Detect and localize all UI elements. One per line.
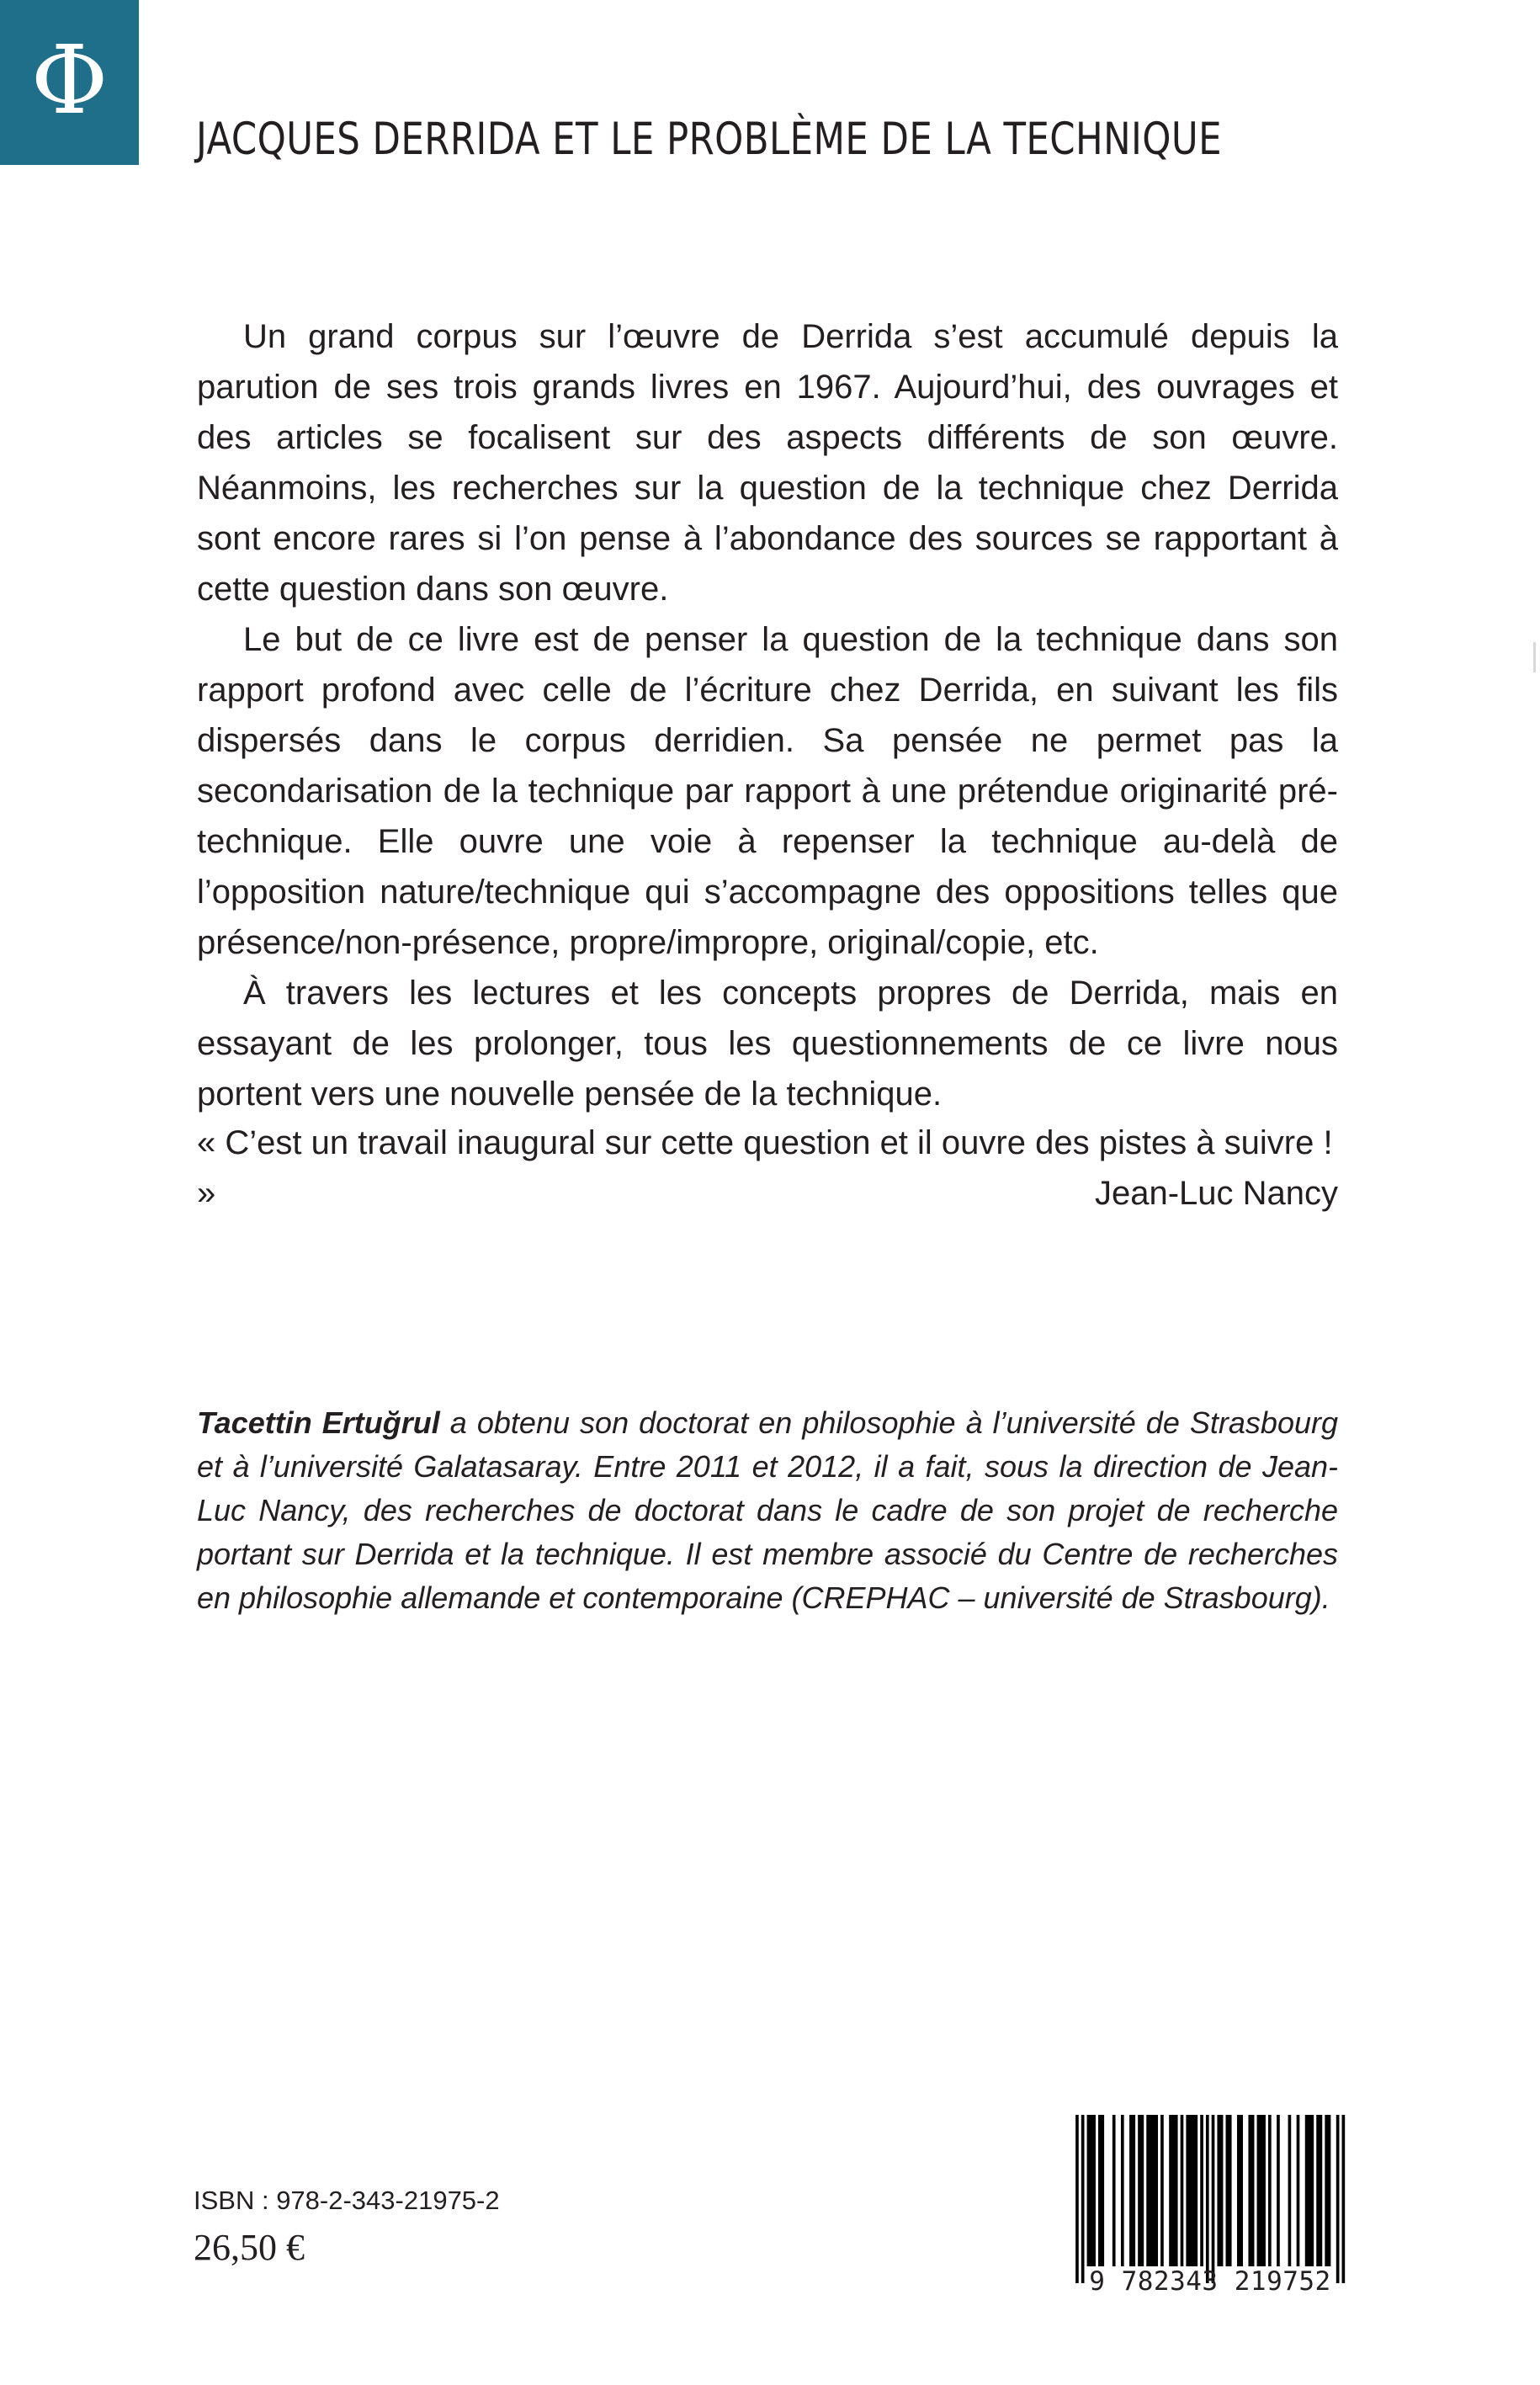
barcode-bar bbox=[1181, 2115, 1184, 2266]
barcode-bar bbox=[1260, 2115, 1263, 2266]
author-bio bbox=[197, 1401, 1338, 1620]
barcode-bar bbox=[1217, 2115, 1220, 2266]
barcode-bar bbox=[1248, 2115, 1251, 2266]
barcode-bar bbox=[1101, 2115, 1104, 2266]
barcode-bar bbox=[1288, 2115, 1292, 2266]
summary-paragraph-3: À travers les lectures et les concepts propres de Derrida, mais en essayant de les prolonger, tous les questionnements de ce livre nous portent vers une nouvelle pensée de la technique. bbox=[197, 975, 1338, 1113]
barcode-bar bbox=[1075, 2115, 1079, 2283]
edge-mark bbox=[1533, 642, 1536, 672]
barcode-bar bbox=[1189, 2115, 1192, 2266]
endorsement-author: Jean-Luc Nancy bbox=[1094, 1175, 1338, 1212]
publisher-logo bbox=[0, 0, 139, 165]
barcode-bar bbox=[1305, 2115, 1309, 2266]
phi-logo-icon: Φ bbox=[30, 26, 109, 135]
barcode-bar bbox=[1220, 2115, 1224, 2266]
barcode-bar bbox=[1277, 2115, 1280, 2266]
barcode-bar bbox=[1342, 2115, 1346, 2283]
summary-paragraph-2: Le but de ce livre est de penser la question de la technique dans son rapport profond avec celle de l’écriture chez Derrida, en suivant les fils dispersés dans le corpus derridien. Sa pensée ne permet pas la secondarisation de la technique par rapport à une prétendue originarité pré-technique. Elle ouvre une voie à repenser la technique au-delà de l’opposition nature/technique qui s’accompagne des oppositions telles que présence/non-présence, propre/impropre, original/copie, etc. bbox=[197, 621, 1338, 961]
book-summary bbox=[197, 311, 1338, 1119]
barcode-bar bbox=[1081, 2115, 1085, 2283]
barcode-bar bbox=[1320, 2115, 1323, 2266]
barcode-bar bbox=[1141, 2115, 1144, 2266]
barcode-bar bbox=[1113, 2115, 1116, 2266]
barcode-bar bbox=[1132, 2115, 1135, 2266]
barcode-bar bbox=[1212, 2115, 1215, 2283]
barcode-bar bbox=[1200, 2115, 1203, 2266]
barcode-bar bbox=[1316, 2115, 1320, 2266]
barcode-bar bbox=[1092, 2115, 1096, 2266]
barcode-bar bbox=[1226, 2115, 1229, 2266]
barcode-bar bbox=[1297, 2115, 1300, 2266]
barcode-bar bbox=[1172, 2115, 1176, 2266]
barcode-bar bbox=[1129, 2115, 1133, 2266]
barcode-bar bbox=[1121, 2115, 1124, 2266]
isbn: ISBN : 978-2-343-21975-2 bbox=[194, 2186, 500, 2215]
barcode bbox=[1067, 2115, 1353, 2283]
summary-paragraph-1: Un grand corpus sur l’œuvre de Derrida s’est accumulé depuis la parution de ses trois grands livres en 1967. Aujourd’hui, des ouvrages et des articles se focalisent sur des aspects différents de son œuvre. Néanmoins, les recherches sur la question de la technique chez Derrida sont encore rares si l’on pense à l’abondance des sources se rapportant à cette question dans son œuvre. bbox=[197, 318, 1338, 608]
book-title: JACQUES DERRIDA ET LE PROBLÈME DE LA TECHNIQUE bbox=[196, 114, 1223, 165]
barcode-bar bbox=[1311, 2115, 1314, 2266]
barcode-bar bbox=[1098, 2115, 1102, 2266]
barcode-bar bbox=[1138, 2115, 1141, 2266]
author-name: Tacettin Ertuğrul bbox=[197, 1405, 440, 1440]
barcode-bar bbox=[1325, 2115, 1328, 2266]
barcode-bar bbox=[1192, 2115, 1195, 2266]
barcode-bar bbox=[1152, 2115, 1155, 2266]
barcode-bar bbox=[1169, 2115, 1172, 2266]
barcode-bar bbox=[1087, 2115, 1091, 2266]
barcode-bar bbox=[1090, 2115, 1093, 2266]
barcode-bar bbox=[1146, 2115, 1150, 2266]
barcode-bar bbox=[1240, 2115, 1243, 2266]
barcode-bar bbox=[1150, 2115, 1153, 2266]
barcode-bar bbox=[1237, 2115, 1240, 2266]
barcode-bar bbox=[1206, 2115, 1209, 2283]
barcode-bar bbox=[1155, 2115, 1158, 2266]
barcode-bar bbox=[1160, 2115, 1164, 2266]
barcode-bar bbox=[1251, 2115, 1255, 2266]
barcode-bar bbox=[1175, 2115, 1178, 2266]
barcode-bar bbox=[1328, 2115, 1331, 2266]
barcode-bar bbox=[1194, 2115, 1197, 2266]
barcode-bar bbox=[1186, 2115, 1189, 2266]
barcode-bar bbox=[1336, 2115, 1340, 2283]
barcode-bar bbox=[1229, 2115, 1232, 2266]
barcode-bar bbox=[1262, 2115, 1266, 2266]
barcode-bar bbox=[1268, 2115, 1272, 2266]
endorsement-quote: « C’est un travail inaugural sur cette question et il ouvre des pistes à suivre ! » bbox=[197, 1124, 1333, 1212]
barcode-bar bbox=[1308, 2115, 1311, 2266]
barcode-bar bbox=[1257, 2115, 1261, 2266]
barcode-digits: 9 782343 219752 bbox=[1089, 2266, 1331, 2297]
author-bio-text: a obtenu son doctorat en philosophie à l’université de Strasbourg et à l’université Galatasaray. Entre 2011 et 2012, il a fait, sous la direction de Jean-Luc Nancy, des recherches de doctorat dans le cadre de son projet de recherche portant sur Derrida et la technique. Il est membre associé du Centre de recherches en philosophie allemande et contemporaine (CREPHAC – université de Strasbourg). bbox=[197, 1405, 1338, 1615]
price: 26,50 € bbox=[194, 2227, 305, 2268]
